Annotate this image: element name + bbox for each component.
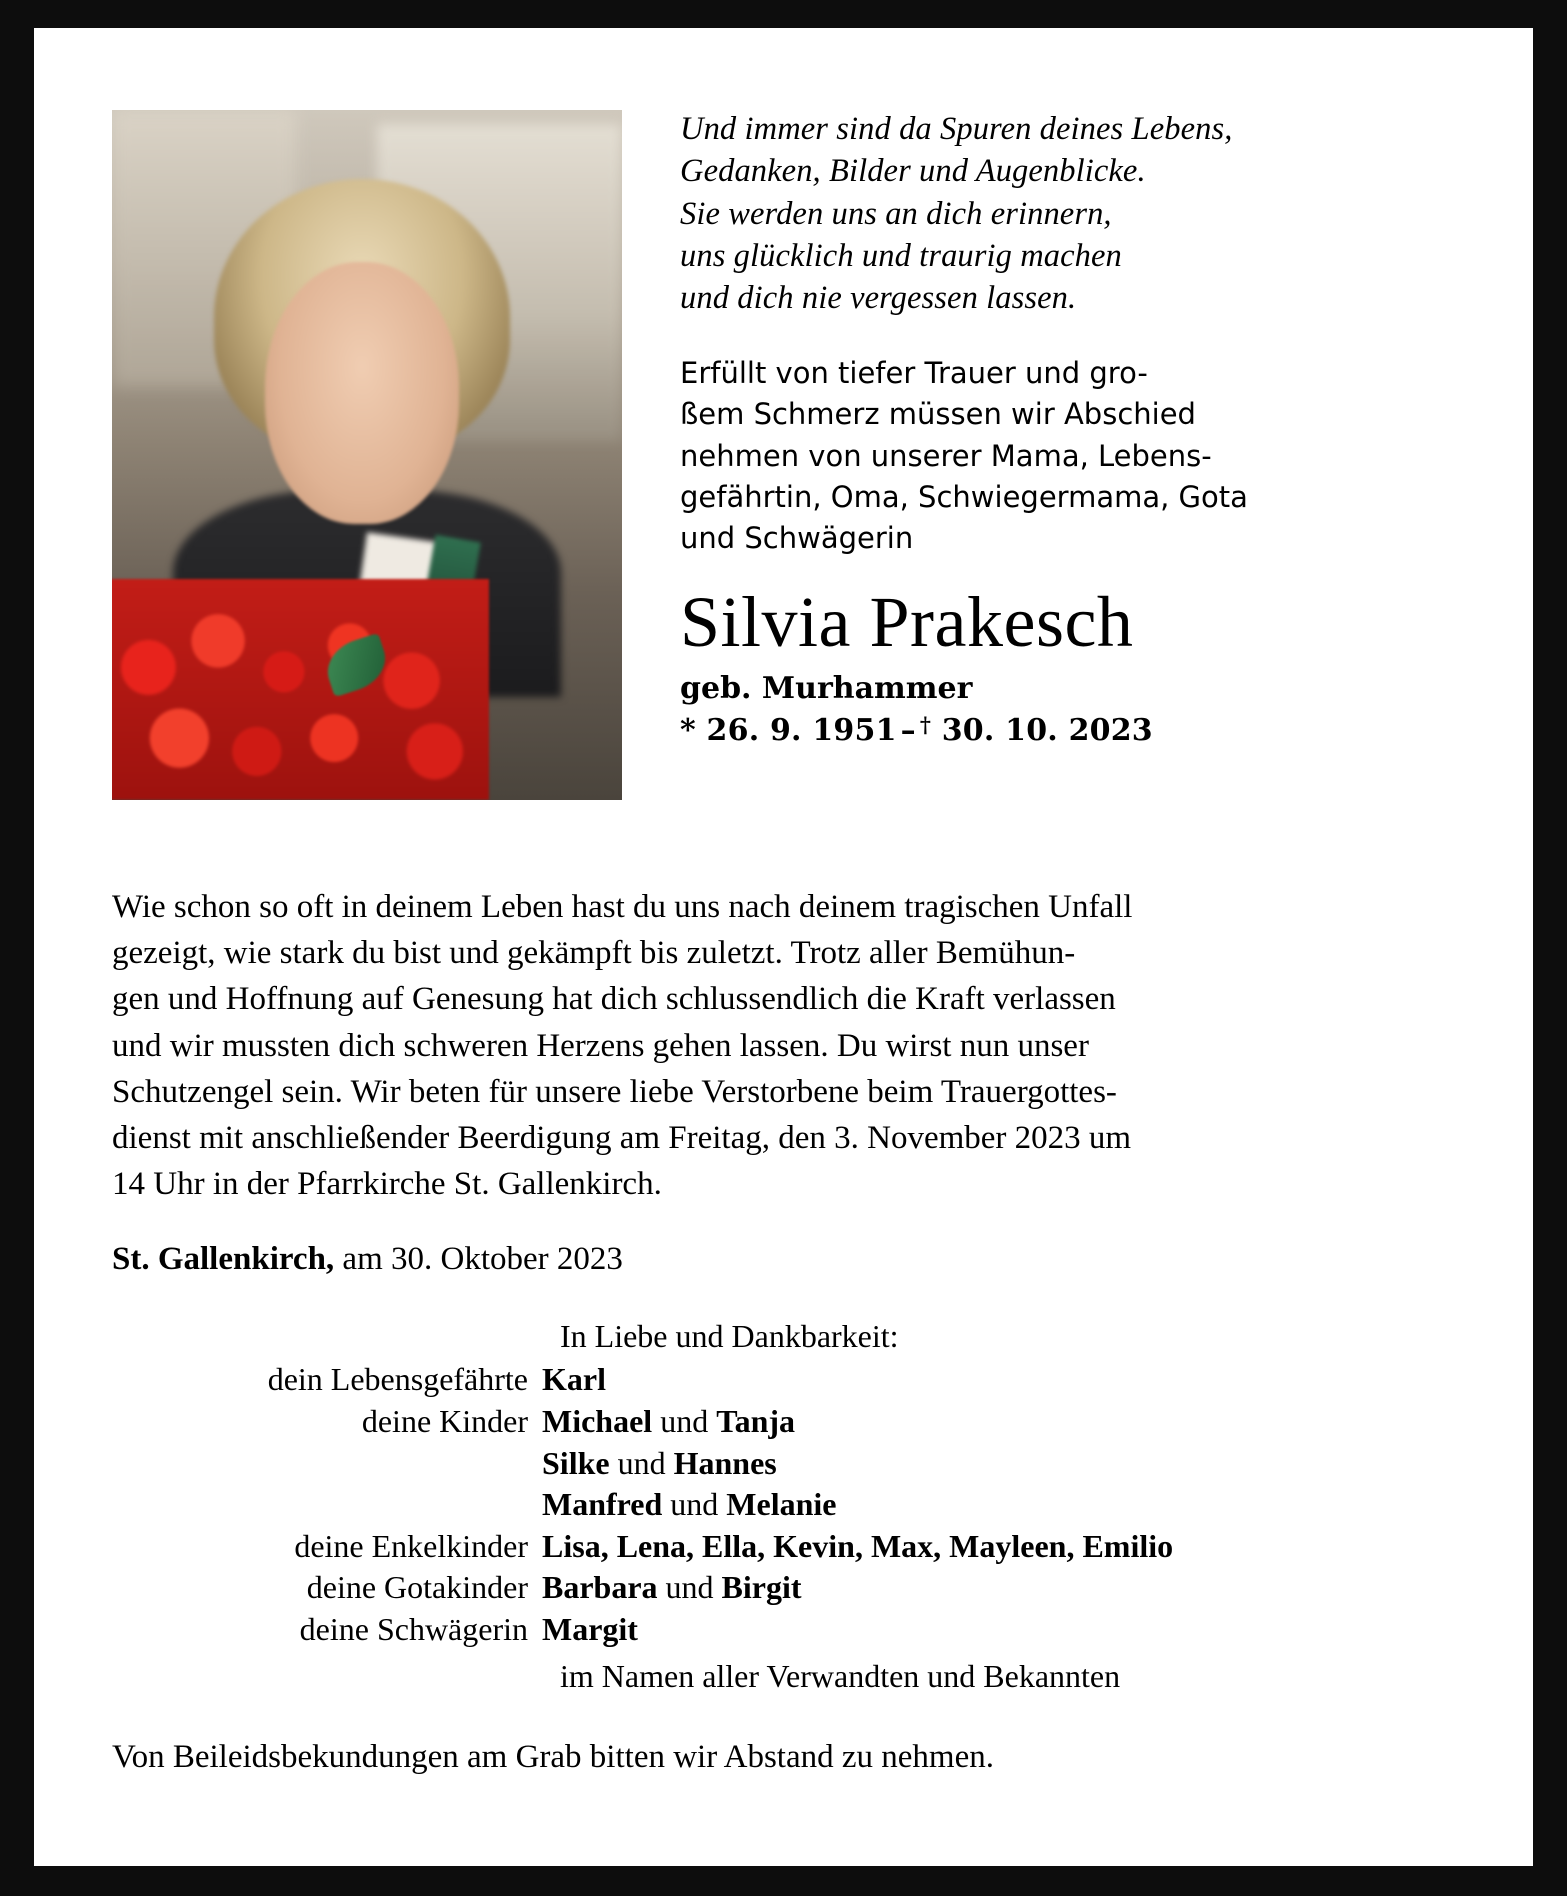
body-line-6: dienst mit anschließender Beerdigung am Freitag, den 3. November 2023 um [112, 1119, 1132, 1156]
family-relation-label: deine Gotakinder [306, 1569, 528, 1606]
intro-line-5: und Schwägerin [680, 520, 914, 555]
family-names: Silke und Hannes [542, 1444, 777, 1481]
family-row [112, 1526, 1455, 1568]
deceased-name: Silvia Prakesch [680, 582, 1134, 663]
family-footer: im Namen aller Verwandten und Bekannten [560, 1658, 1121, 1695]
date-dash: – [900, 712, 916, 748]
memorial-verse [680, 108, 1455, 319]
verse-column [622, 104, 1455, 748]
photo-face [265, 262, 459, 524]
family-row [112, 1443, 1455, 1485]
death-symbol: † [919, 711, 932, 737]
obituary-card [34, 28, 1533, 1866]
portrait-photo [112, 110, 622, 800]
verse-line-1: Und immer sind da Spuren deines Lebens, [680, 111, 1233, 147]
body-line-2: gezeigt, wie stark du bist und gekämpft bis zuletzt. Trotz aller Bemühun- [112, 935, 1076, 972]
intro-paragraph [680, 353, 1455, 559]
portrait-photo-wrapper [112, 104, 622, 800]
photo-red-roses [112, 579, 489, 800]
place-name: St. Gallenkirch, [112, 1241, 335, 1278]
life-dates [680, 712, 1455, 748]
verse-line-4: uns glücklich und traurig machen [680, 237, 1122, 274]
family-relation-label: dein Lebensgefährte [267, 1361, 528, 1398]
family-row [112, 1484, 1455, 1526]
family-relation-label: deine Enkelkinder [294, 1527, 528, 1564]
birth-date: 26. 9. 1951 [706, 712, 897, 748]
verse-line-3: Sie werden uns an dich erinnern, [680, 195, 1112, 232]
header-section [112, 104, 1455, 800]
closing-note: Von Beileidsbekundungen am Grab bitten wir Abstand zu nehmen. [112, 1739, 994, 1776]
place-and-date-line [112, 1241, 1455, 1278]
family-row [112, 1567, 1455, 1609]
body-line-3: gen und Hoffnung auf Genesung hat dich schlussendlich die Kraft verlassen [112, 981, 1116, 1018]
body-line-4: und wir mussten dich schweren Herzens gehen lassen. Du wirst nun unser [112, 1027, 1089, 1064]
family-row [112, 1609, 1455, 1651]
family-relation-label [112, 1484, 542, 1526]
notice-date: am 30. Oktober 2023 [334, 1241, 623, 1278]
family-list [112, 1318, 1455, 1695]
intro-line-4: gefährtin, Oma, Schwiegermama, Gota [680, 479, 1248, 514]
verse-line-5: und dich nie vergessen lassen. [680, 280, 1077, 316]
family-names: Manfred und Melanie [542, 1486, 837, 1523]
obituary-body [112, 884, 1455, 1207]
family-names: Barbara und Birgit [542, 1569, 802, 1606]
birth-symbol: * [680, 712, 696, 748]
intro-line-2: ßem Schmerz müssen wir Abschied [680, 397, 1196, 432]
family-heading: In Liebe und Dankbarkeit: [560, 1318, 899, 1355]
body-line-7: 14 Uhr in der Pfarrkirche St. Gallenkirch. [112, 1166, 662, 1203]
family-names: Lisa, Lena, Ella, Kevin, Max, Mayleen, Emilio [542, 1527, 1174, 1564]
family-relation-label: deine Schwägerin [299, 1610, 528, 1647]
intro-line-1: Erfüllt von tiefer Trauer und gro- [680, 356, 1148, 391]
intro-line-3: nehmen von unserer Mama, Lebens- [680, 438, 1212, 473]
family-row [112, 1359, 1455, 1401]
family-names: Michael und Tanja [542, 1402, 796, 1439]
family-names: Margit [542, 1610, 638, 1647]
verse-line-2: Gedanken, Bilder und Augenblicke. [680, 153, 1146, 190]
family-relation-label [112, 1443, 542, 1485]
body-line-1: Wie schon so oft in deinem Leben hast du uns nach deinem tragischen Unfall [112, 889, 1133, 925]
body-line-5: Schutzengel sein. Wir beten für unsere liebe Verstorbene beim Trauergottes- [112, 1073, 1117, 1110]
family-row [112, 1401, 1455, 1443]
maiden-name: geb. Murhammer [680, 670, 973, 706]
family-names: Karl [542, 1361, 606, 1398]
family-relation-label: deine Kinder [361, 1402, 528, 1439]
death-date: 30. 10. 2023 [941, 712, 1153, 748]
